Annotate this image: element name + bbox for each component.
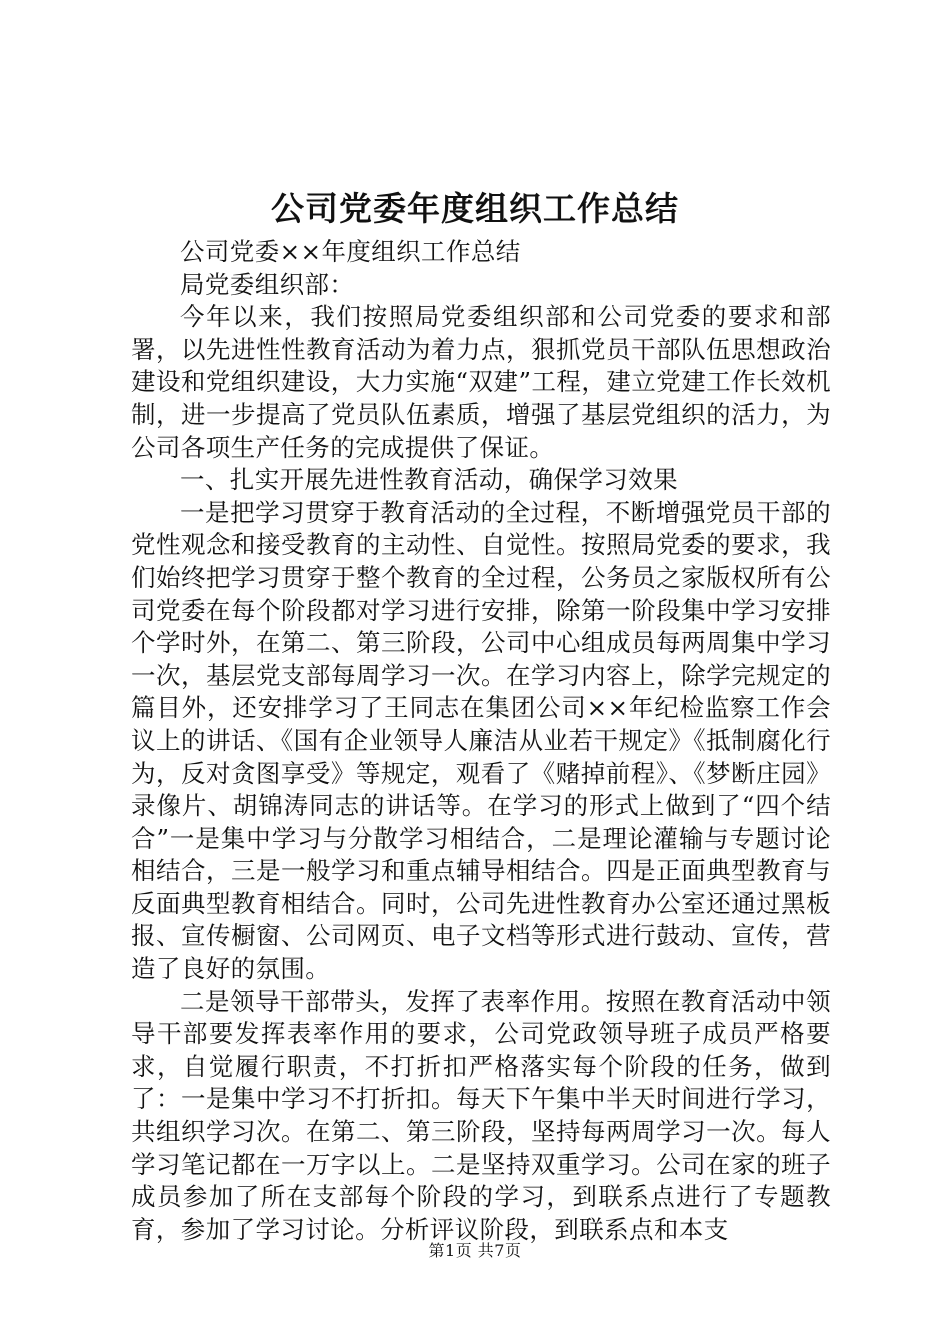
paragraph-subtitle: 公司党委××年度组织工作总结	[180, 237, 521, 266]
paragraph-point-2: 二是领导干部带头，发挥了表率作用。按照在教育活动中领导干部要发挥表率作用的要求，公司党政领导班子成员严格要求，自觉履行职责，不打折扣严格落实每个阶段的任务，做到了：一是集中学习不打折扣。每天下午集中半天时间进行学习，共组织学习次。在第二、第三阶段，坚持每两周学习一次。每人学习笔记都在一万字以上。二是坚持双重学习。公司在家的班子成员参加了所在支部每个阶段的学习，到联系点进行了专题教育，参加了学习讨论。分析评议阶段，到联系点和本支	[131, 986, 831, 1244]
page-footer: 第1页 共7页	[428, 1241, 522, 1260]
paragraph-intro: 今年以来，我们按照局党委组织部和公司党委的要求和部署，以先进性性教育活动为着力点，狠抓党员干部队伍思想政治建设和党组织建设，大力实施“双建”工程，建立党建工作长效机制，进一步提高了党员队伍素质，增强了基层党组织的活力，为公司各项生产任务的完成提供了保证。	[131, 302, 831, 462]
document-title: 公司党委年度组织工作总结	[271, 189, 679, 228]
paragraph-point-1: 一是把学习贯穿于教育活动的全过程，不断增强党员干部的党性观念和接受教育的主动性、自觉性。按照局党委的要求，我们始终把学习贯穿于整个教育的全过程，公务员之家版权所有公司党委在每个阶段都对学习进行安排，除第一阶段集中学习安排个学时外，在第二、第三阶段，公司中心组成员每两周集中学习一次，基层党支部每周学习一次。在学习内容上，除学完规定的篇目外，还安排学习了王同志在集团公司××年纪检监察工作会议上的讲话、《国有企业领导人廉洁从业若干规定》《抵制腐化行为，反对贪图享受》等规定，观看了《赌掉前程》、《梦断庄园》录像片、胡锦涛同志的讲话等。在学习的形式上做到了“四个结合”一是集中学习与分散学习相结合，二是理论灌输与专题讨论相结合，三是一般学习和重点辅导相结合。四是正面典型教育与反面典型教育相结合。同时，公司先进性教育办公室还通过黑板报、宣传橱窗、公司网页、电子文档等形式进行鼓动、宣传，营造了良好的氛围。	[131, 497, 831, 984]
section-heading-1: 一、扎实开展先进性教育活动，确保学习效果	[180, 465, 678, 495]
paragraph-addressee: 局党委组织部：	[180, 269, 355, 299]
document-body	[131, 236, 831, 1246]
